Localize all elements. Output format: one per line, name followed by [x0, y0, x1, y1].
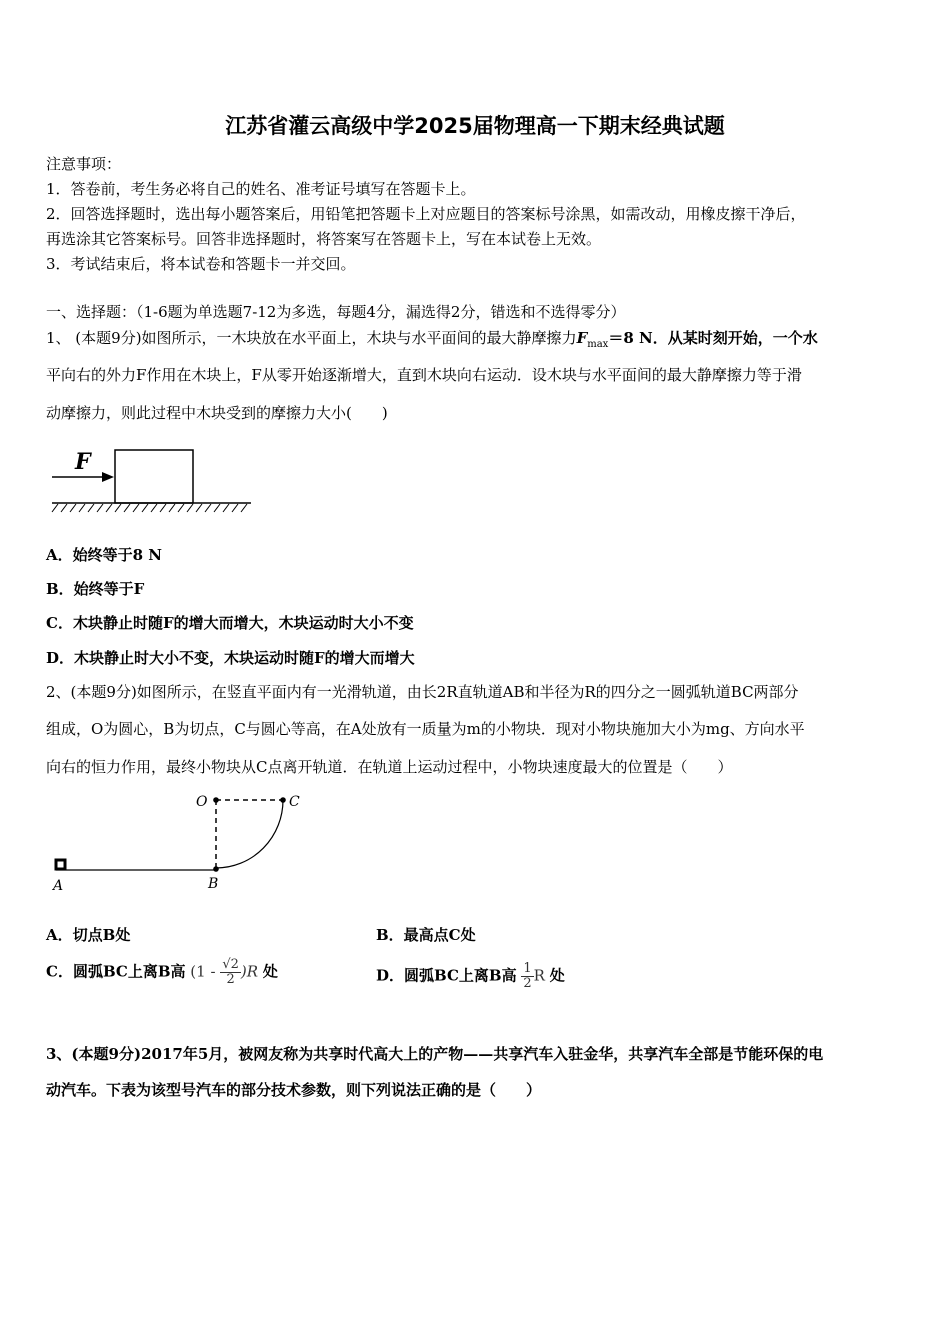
section-heading: 一、选择题：（1-6题为单选题7-12为多选，每题4分，漏选得2分，错选和不选得零分） — [46, 303, 626, 321]
q2-line-3: 向右的恒力作用，最终小物块从C点离开轨道．在轨道上运动过程中，小物块速度最大的位置是（ ） — [46, 758, 733, 776]
q2-option-c-text: C．圆弧BC上离B高 — [46, 962, 186, 981]
q3-line-2: 动汽车。下表为该型号汽车的部分技术参数，则下列说法正确的是（ ） — [46, 1081, 542, 1099]
q2-option-c-close: )R — [240, 962, 259, 981]
q1-force-label: F — [75, 449, 91, 475]
q2-option-d-fraction — [521, 962, 533, 991]
q2-option-c-numerator: √2 — [222, 957, 239, 972]
q2-point-b-label: B — [208, 876, 219, 892]
q3-line-1: 3、(本题9分)2017年5月，被网友称为共享时代高大上的产物——共享汽车入驻金华，共享汽车全部是节能环保的电 — [46, 1045, 824, 1063]
q1-fmax-subscript: max — [587, 339, 609, 350]
q2-option-b: B．最高点C处 — [376, 926, 476, 944]
q2-point-c-label: C — [289, 794, 300, 810]
q2-option-d — [376, 962, 565, 991]
q2-point-o — [213, 797, 219, 803]
q2-option-a: A．切点B处 — [46, 926, 131, 944]
q2-option-c-fraction — [220, 958, 241, 987]
q1-option-c: C．木块静止时随F的增大而增大，木块运动时大小不变 — [46, 614, 414, 632]
q2-arc-bc — [216, 800, 283, 868]
q2-track-diagram — [46, 788, 316, 898]
notice-item-2-cont: 再选涂其它答案标号。回答非选择题时，将答案写在答题卡上，写在本试卷上无效。 — [46, 230, 602, 248]
q1-ground-hatching — [52, 504, 247, 512]
q2-option-d-text: D．圆弧BC上离B高 — [376, 966, 517, 985]
q1-option-b: B．始终等于F — [46, 580, 145, 598]
q1-force-arrowhead — [102, 472, 114, 482]
q2-option-c-suffix: 处 — [262, 962, 278, 981]
q2-line-2: 组成，O为圆心，B为切点，C与圆心等高，在A处放有一质量为m的小物块．现对小物块施加大小为mg、方向水平 — [46, 720, 805, 738]
q1-wooden-block — [115, 450, 193, 503]
q1-text-a: 1、 (本题9分)如图所示，一木块放在水平面上，木块与水平面间的最大静摩擦力 — [46, 329, 577, 347]
q2-option-c — [46, 958, 278, 987]
q2-line-1: 2、(本题9分)如图所示，在竖直平面内有一光滑轨道，由长2R直轨道AB和半径为R的四分之一圆弧轨道BC两部分 — [46, 683, 799, 701]
q1-text-b: ＝8 N．从某时刻开始，一个水 — [608, 329, 818, 347]
notice-heading: 注意事项： — [46, 155, 122, 173]
q2-option-c-denominator: 2 — [226, 972, 235, 987]
q1-fmax-symbol: F — [576, 329, 588, 347]
q1-line-3: 动摩擦力，则此过程中木块受到的摩擦力大小( ) — [46, 404, 388, 422]
q2-point-o-label: O — [196, 794, 208, 810]
q2-option-c-open: (1 - — [190, 962, 216, 981]
q1-option-a: A．始终等于8 N — [46, 546, 163, 564]
q1-line-1 — [46, 327, 908, 350]
notice-item-3: 3．考试结束后，将本试卷和答题卡一并交回。 — [46, 255, 356, 273]
q1-line-2: 平向右的外力F作用在木块上，F从零开始逐渐增大，直到木块向右运动．设木块与水平面间的最大静摩擦力等于滑 — [46, 366, 802, 384]
q2-small-block — [56, 860, 65, 869]
q2-option-d-numerator: 1 — [523, 961, 532, 976]
q2-point-b — [213, 866, 219, 872]
q2-point-a-label: A — [53, 878, 64, 894]
q2-option-d-r: R — [533, 966, 545, 985]
page-title: 江苏省灌云高级中学2025届物理高一下期末经典试题 — [225, 114, 725, 138]
q2-option-d-suffix: 处 — [549, 966, 565, 985]
notice-item-2: 2．回答选择题时，选出每小题答案后，用铅笔把答题卡上对应题目的答案标号涂黑，如需改动，用橡皮擦干净后， — [46, 205, 806, 223]
q1-option-d: D．木块静止时大小不变，木块运动时随F的增大而增大 — [46, 649, 415, 667]
q1-block-diagram — [48, 445, 258, 517]
notice-item-1: 1．答卷前，考生务必将自己的姓名、准考证号填写在答题卡上。 — [46, 180, 476, 198]
q2-option-d-denominator: 2 — [523, 976, 532, 991]
